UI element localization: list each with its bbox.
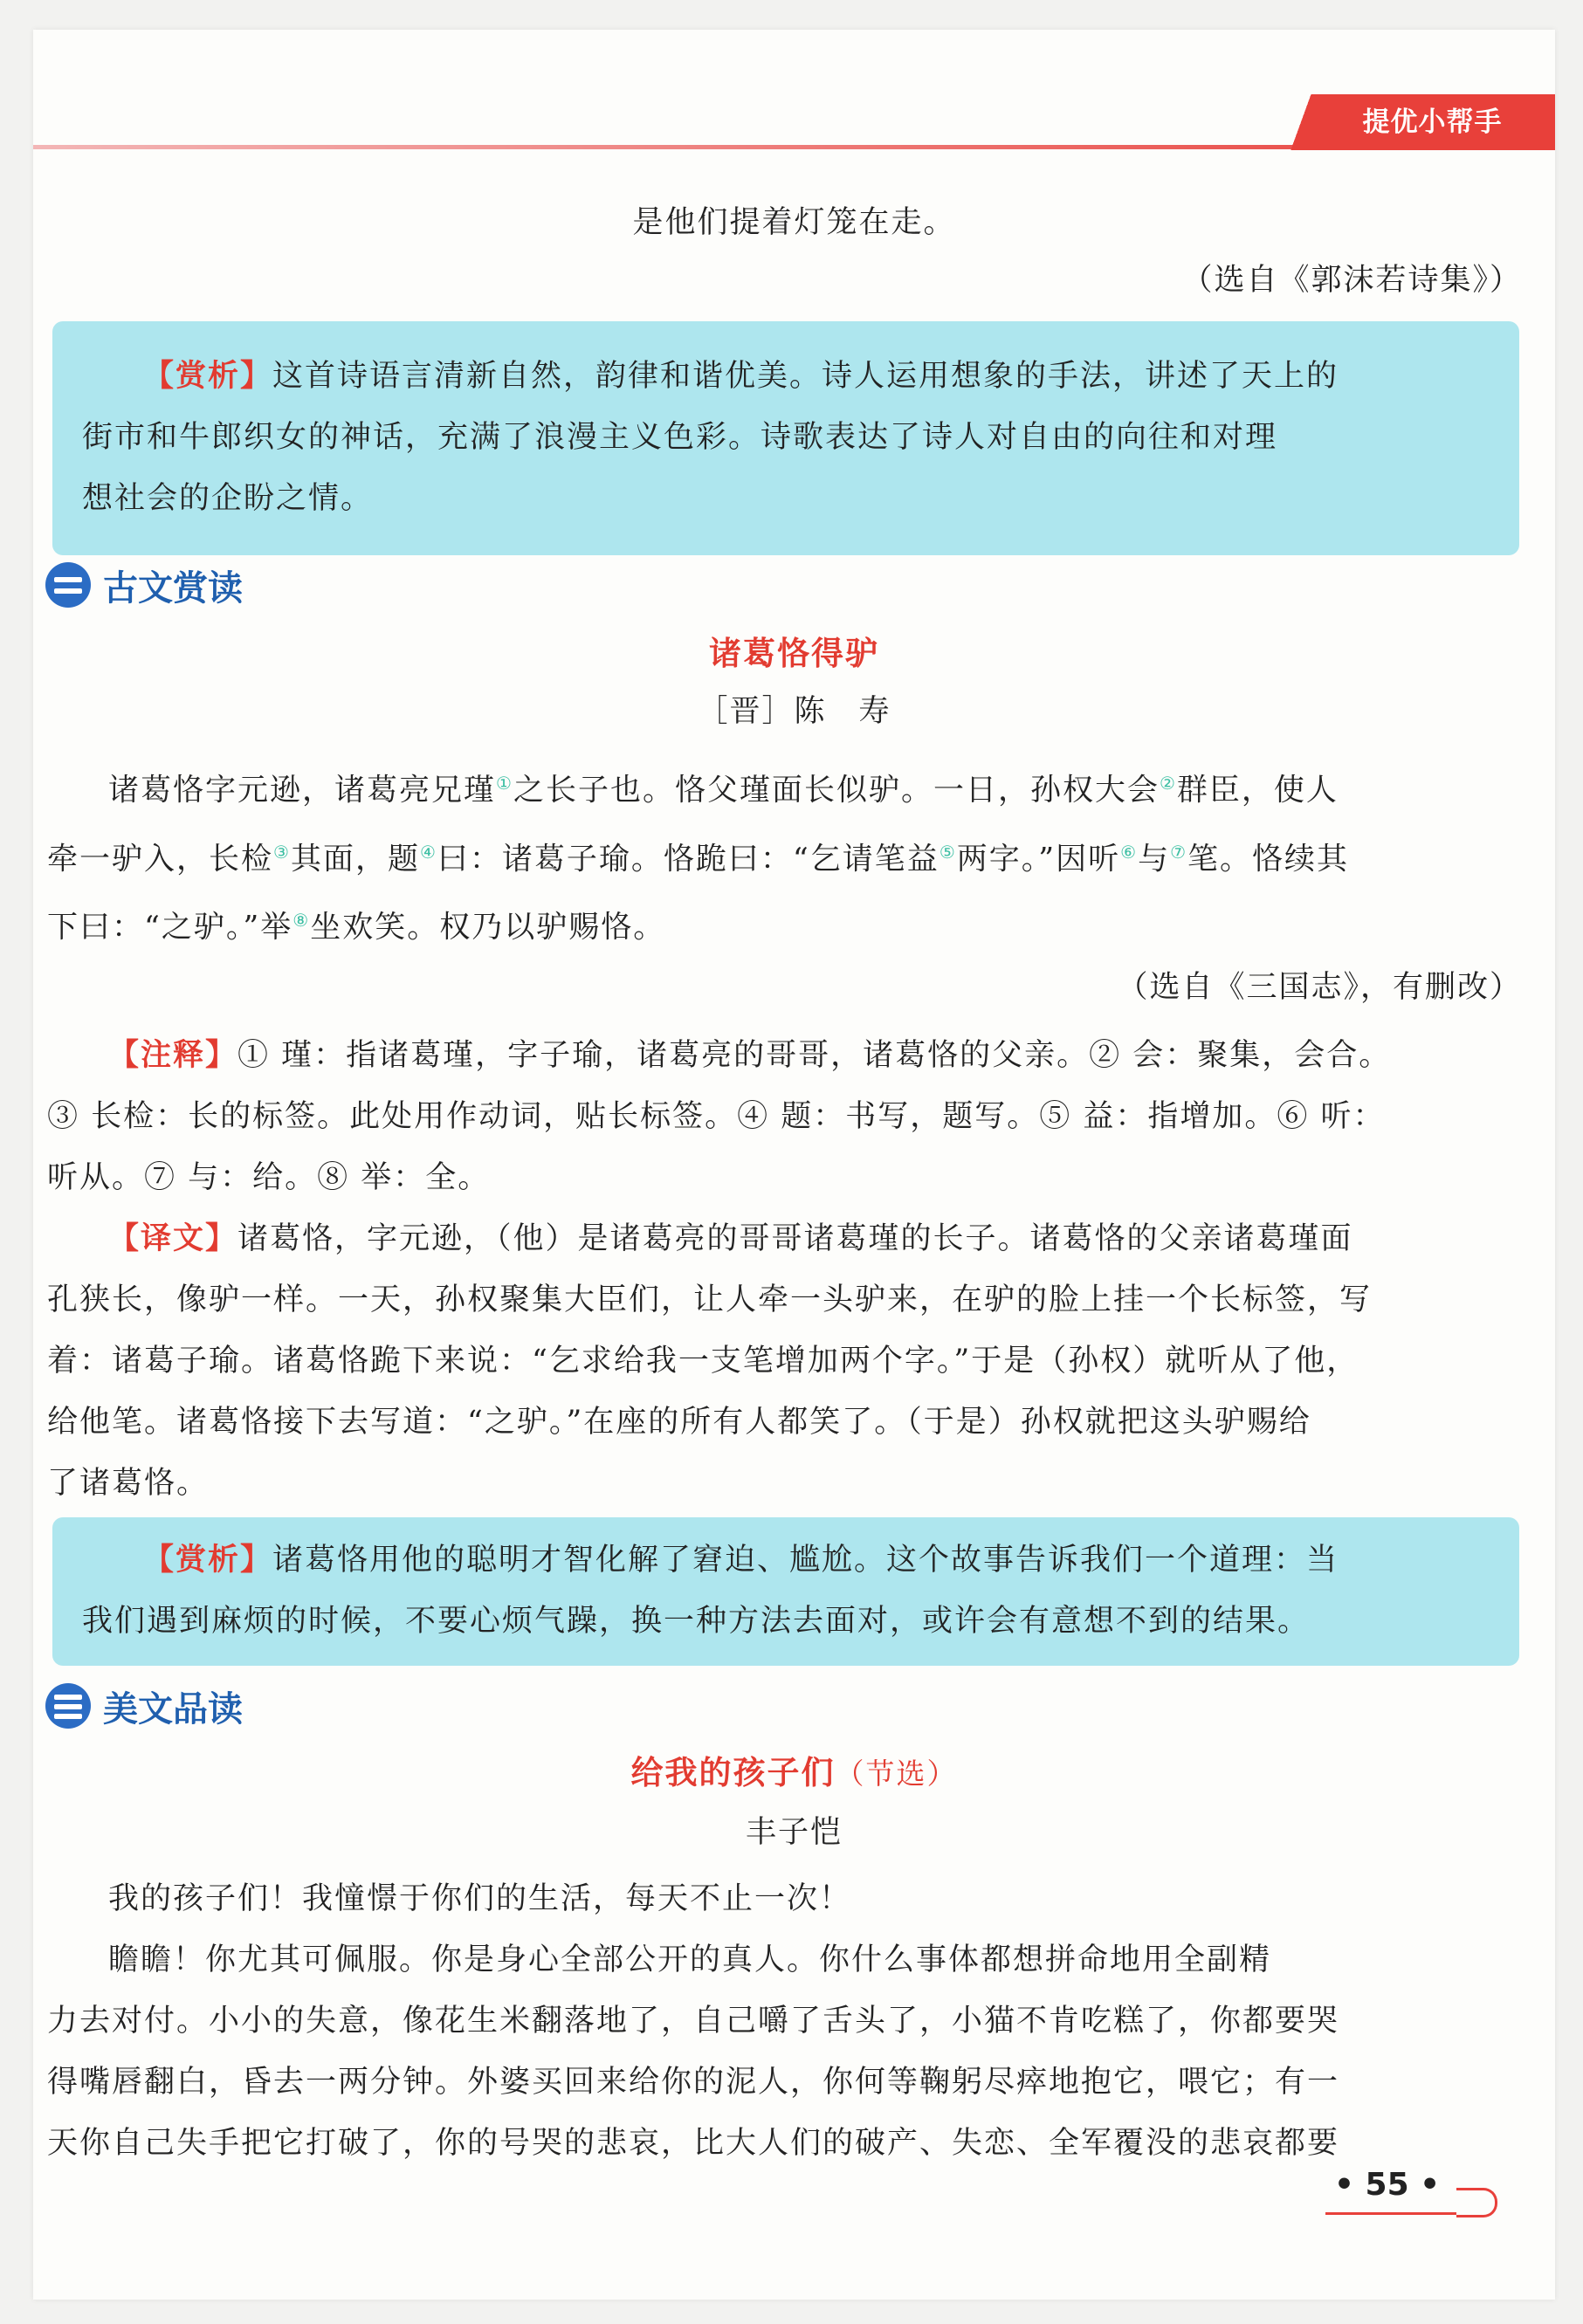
translation-line: 了诸葛恪。	[47, 1466, 210, 1501]
analysis-2-text	[82, 1530, 1490, 1652]
modern-line: 天你自己失手把它打破了，你的号哭的悲哀，比大人们的破产、失恋、全军覆没的悲哀都要	[47, 2126, 1340, 2161]
modern-line: 瞻瞻！你尤其可佩服。你是身心全部公开的真人。你什么事体都想拼命地用全副精	[108, 1942, 1272, 1977]
footer-hook-icon	[1456, 2188, 1497, 2217]
modern-line: 我的孩子们！我憧憬于你们的生活，每天不止一次！	[108, 1881, 852, 1916]
notes-tag: 【注释】	[108, 1038, 238, 1073]
analysis-1-tag: 【赏析】	[143, 359, 273, 394]
poem-last-line: 是他们提着灯笼在走。	[632, 205, 956, 240]
modern-text	[47, 1868, 1514, 2174]
analysis-1-line: 街市和牛郎织女的神话，充满了浪漫主义色彩。诗歌表达了诗人对自由的向往和对理	[82, 420, 1278, 455]
header-tab: 提优小帮手	[1289, 94, 1555, 150]
classical-text-run: 其面，题	[290, 842, 420, 877]
analysis-2-line: 诸葛恪用他的聪明才智化解了窘迫、尴尬。这个故事告诉我们一个道理：当	[272, 1543, 1339, 1578]
analysis-1-line: 这首诗语言清新自然，韵律和谐优美。诗人运用想象的手法，讲述了天上的	[272, 359, 1339, 394]
classical-text-run: 笔。恪续其	[1187, 842, 1350, 877]
translation-line: 着：诸葛子瑜。诸葛恪跪下来说：“乞求给我一支笔增加两个字。”于是（孙权）就听从了他，	[47, 1344, 1359, 1379]
section-title: 古文赏读	[103, 567, 243, 609]
translation-tag: 【译文】	[108, 1221, 238, 1256]
section-number-two-icon	[45, 562, 91, 608]
notes-line: ① 瑾：指诸葛瑾，字子瑜，诸葛亮的哥哥，诸葛恪的父亲。② 会：聚集，会合。	[237, 1038, 1392, 1073]
notes-block	[47, 1025, 1514, 1208]
section-title: 美文品读	[103, 1688, 243, 1729]
footer-rule	[1325, 2212, 1456, 2215]
classical-text-run: 两字。”因听	[956, 842, 1121, 877]
modern-title	[33, 1751, 1555, 1796]
page	[33, 30, 1555, 2300]
classical-source: （选自《三国志》，有删改）	[1117, 970, 1522, 1005]
classical-text: 诸葛恪字元逊，诸葛亮兄瑾①之长子也。恪父瑾面长似驴。一日，孙权大会②群臣，使人 牵一驴入，长检③其面，题④曰：诸葛子瑜。恪跪曰：“乞请笔益⑤两字。”因听⑥与⑦笔。恪续其 下曰：“之驴。”举⑧坐欢笑。权乃以驴赐恪。	[47, 773, 1350, 945]
modern-title-text: 给我的孩子们	[630, 1754, 836, 1791]
modern-line: 力去对付。小小的失意，像花生米翻落地了，自己嚼了舌头了，小猫不肯吃糕了，你都要哭	[47, 2004, 1340, 2039]
classical-text-run: 坐欢笑。权乃以驴赐恪。	[310, 910, 666, 945]
notes-line: ③ 长检：长的标签。此处用作动词，贴长标签。④ 题：书写，题写。⑤ 益：指增加。⑥ 听：	[47, 1099, 1386, 1134]
modern-author: 丰子恺	[745, 1815, 843, 1850]
section-heading-3	[45, 1680, 243, 1732]
classical-text-run: 与	[1138, 842, 1171, 877]
translation-line: 给他笔。诸葛恪接下去写道：“之驴。”在座的所有人都笑了。（于是）孙权就把这头驴赐给	[47, 1405, 1311, 1440]
notes-line: 听从。⑦ 与：给。⑧ 举：全。	[47, 1160, 491, 1195]
translation-block	[47, 1208, 1514, 1514]
poem-source: （选自《郭沫若诗集》）	[1181, 263, 1522, 298]
analysis-1-text	[82, 346, 1490, 529]
page-number: • 55 •	[1334, 2167, 1441, 2203]
classical-text-run: 之长子也。恪父瑾面长似驴。一日，孙权大会	[513, 773, 1160, 808]
classical-text-run: 曰：诸葛子瑜。恪跪曰：“乞请笔益	[437, 842, 939, 877]
translation-line: 孔狭长，像驴一样。一天，孙权聚集大臣们，让人牵一头驴来，在驴的脸上挂一个长标签，写	[47, 1282, 1373, 1317]
analysis-box-2	[52, 1517, 1519, 1666]
analysis-2-line: 我们遇到麻烦的时候，不要心烦气躁，换一种方法去面对，或许会有意想不到的结果。	[82, 1604, 1311, 1639]
section-number-three-icon	[45, 1683, 91, 1729]
translation-line: 诸葛恪，字元逊，（他）是诸葛亮的哥哥诸葛瑾的长子。诸葛恪的父亲诸葛瑾面	[237, 1221, 1353, 1256]
analysis-box-1	[52, 321, 1519, 555]
analysis-1-line: 想社会的企盼之情。	[82, 481, 374, 516]
analysis-2-tag: 【赏析】	[143, 1543, 273, 1578]
classical-text-run: 群臣，使人	[1176, 773, 1339, 808]
modern-line: 得嘴唇翻白，昏去一两分钟。外婆买回来给你的泥人，你何等鞠躬尽瘁地抱它，喂它；有一	[47, 2065, 1340, 2100]
classical-author: ［晋］陈 寿	[697, 694, 891, 729]
classical-text-run: 下曰：“之驴。”举	[47, 910, 293, 945]
modern-title-note: （节选）	[835, 1757, 958, 1791]
section-heading-2	[45, 559, 243, 611]
classical-title: 诸葛恪得驴	[709, 635, 879, 672]
classical-text-run: 诸葛恪字元逊，诸葛亮兄瑾	[108, 773, 497, 808]
classical-text-run: 牵一驴入，长检	[47, 842, 274, 877]
